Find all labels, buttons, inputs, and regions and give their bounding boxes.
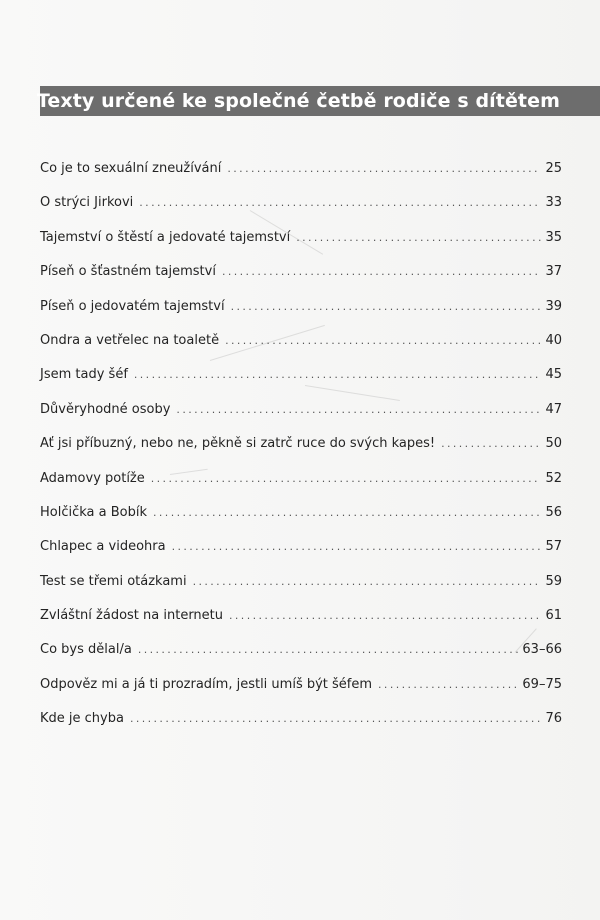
toc-entry-page: 61 bbox=[545, 608, 562, 624]
toc-entry-title: Píseň o šťastném tajemství bbox=[40, 264, 216, 280]
dot-leader bbox=[296, 221, 541, 255]
dot-leader bbox=[441, 427, 541, 461]
toc-entry bbox=[40, 393, 562, 427]
toc-entry-page: 47 bbox=[545, 401, 562, 417]
dot-leader bbox=[172, 530, 542, 564]
toc-entry bbox=[40, 633, 562, 667]
toc-entry-title: Tajemství o štěstí a jedovaté tajemství bbox=[40, 229, 291, 245]
toc-entry bbox=[40, 255, 562, 289]
toc-entry-title: Holčička a Bobík bbox=[40, 504, 148, 520]
toc-entry-page: 25 bbox=[545, 161, 562, 176]
toc-entry bbox=[40, 186, 562, 220]
toc-entry-title: Důvěryhodné osoby bbox=[40, 401, 171, 417]
toc-entry-page: 52 bbox=[545, 470, 562, 486]
toc-entry-page: 56 bbox=[545, 504, 562, 520]
section-heading: Texty určené ke společné četbě rodiče s dítětem bbox=[36, 90, 560, 112]
toc-entry-title: Adamovy potíže bbox=[40, 470, 145, 486]
dot-leader bbox=[225, 324, 541, 358]
dot-leader bbox=[176, 393, 541, 427]
toc-entry-page: 63–66 bbox=[522, 642, 562, 658]
dot-leader bbox=[134, 358, 542, 392]
toc-entry-title: Chlapec a videohra bbox=[40, 539, 166, 555]
toc-entry-title: Jsem tady šéf bbox=[40, 367, 128, 383]
dot-leader bbox=[229, 599, 541, 633]
toc-entry-page: 40 bbox=[545, 332, 562, 348]
toc-entry bbox=[40, 152, 562, 186]
toc-entry-title: O strýci Jirkovi bbox=[40, 195, 134, 211]
toc-entry-page: 37 bbox=[545, 264, 562, 280]
dot-leader bbox=[231, 290, 542, 324]
dot-leader bbox=[151, 462, 542, 496]
dot-leader bbox=[222, 255, 542, 289]
toc-entry bbox=[40, 565, 562, 599]
toc-entry-page: 69–75 bbox=[522, 676, 562, 692]
toc-entry bbox=[40, 427, 562, 461]
toc-entry-title: Zvláštní žádost na internetu bbox=[40, 608, 224, 624]
toc-entry bbox=[40, 668, 562, 702]
toc-entry bbox=[40, 290, 562, 324]
toc-entry bbox=[40, 599, 562, 633]
toc-entry-page: 33 bbox=[545, 195, 562, 211]
toc-entry-page: 39 bbox=[545, 298, 562, 314]
toc-entry-title: Odpověz mi a já ti prozradím, jestli umíš být šéfem bbox=[40, 676, 373, 692]
section-header-bar bbox=[36, 86, 600, 116]
toc-entry bbox=[40, 358, 562, 392]
toc-entry bbox=[40, 462, 562, 496]
toc-entry-title: Píseň o jedovatém tajemství bbox=[40, 298, 225, 314]
toc-entry-title: Kde je chyba bbox=[40, 711, 124, 727]
toc-entry-page: 59 bbox=[545, 573, 562, 589]
toc-entry-title: Co je to sexuální zneužívání bbox=[40, 161, 222, 176]
dot-leader bbox=[227, 152, 541, 186]
dot-leader bbox=[378, 668, 518, 702]
toc-entry-page: 35 bbox=[545, 229, 562, 245]
toc-entry bbox=[40, 702, 562, 736]
toc-entry bbox=[40, 221, 562, 255]
toc-entry bbox=[40, 496, 562, 530]
dot-leader bbox=[139, 186, 541, 220]
dot-leader bbox=[193, 565, 542, 599]
table-of-contents bbox=[40, 152, 562, 737]
toc-entry-page: 76 bbox=[545, 711, 562, 727]
toc-entry-title: Ať jsi příbuzný, nebo ne, pěkně si zatrč ruce do svých kapes! bbox=[40, 436, 436, 452]
toc-entry-title: Co bys dělal/a bbox=[40, 642, 132, 658]
dot-leader bbox=[153, 496, 541, 530]
dot-leader bbox=[138, 633, 519, 667]
toc-entry-page: 57 bbox=[545, 539, 562, 555]
toc-entry-title: Test se třemi otázkami bbox=[40, 573, 187, 589]
toc-entry-page: 45 bbox=[545, 367, 562, 383]
toc-entry-page: 50 bbox=[545, 436, 562, 452]
toc-entry bbox=[40, 530, 562, 564]
dot-leader bbox=[130, 702, 542, 736]
toc-entry-title: Ondra a vetřelec na toaletě bbox=[40, 332, 220, 348]
toc-entry bbox=[40, 324, 562, 358]
